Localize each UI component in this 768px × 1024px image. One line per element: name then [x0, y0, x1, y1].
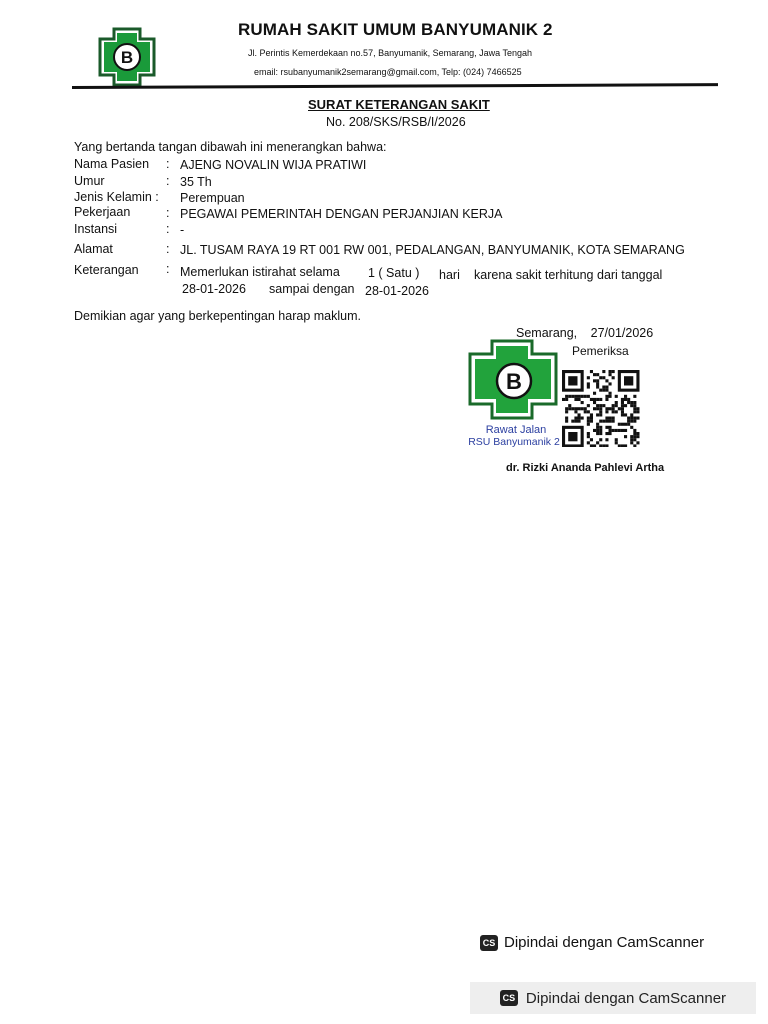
age-label: Umur [74, 174, 105, 188]
hospital-contact: email: rsubanyumanik2semarang@gmail.com, Telp: (024) 7466525 [254, 67, 522, 77]
hospital-name: RUMAH SAKIT UMUM BANYUMANIK 2 [238, 20, 553, 39]
logo-letter: B [120, 48, 134, 67]
note-text-1: Memerlukan istirahat selama [180, 265, 340, 279]
document-number: No. 208/SKS/RSB/I/2026 [326, 115, 466, 129]
address-label: Alamat [74, 242, 113, 256]
institution-colon: : [166, 222, 170, 236]
hospital-address: Jl. Perintis Kemerdekaan no.57, Banyumanik, Semarang, Jawa Tengah [248, 48, 532, 58]
sign-place: Semarang, [516, 326, 578, 340]
qr-code [560, 369, 642, 447]
institution-value: - [180, 223, 185, 237]
note-text-3: karena sakit terhitung dari tanggal [474, 268, 663, 282]
intro-text: Yang bertanda tangan dibawah ini menerangkan bahwa: [74, 140, 387, 154]
address-value: JL. TUSAM RAYA 19 RT 001 RW 001, PEDALANGAN, BANYUMANIK, KOTA SEMARANG [180, 243, 685, 257]
header-divider [72, 83, 718, 89]
name-value: AJENG NOVALIN WIJA PRATIWI [180, 158, 367, 172]
camscanner-icon: CS [480, 935, 498, 951]
note-label: Keterangan [74, 263, 139, 277]
note-colon: : [166, 262, 170, 276]
camscanner-watermark [480, 934, 704, 951]
examiner-title: Pemeriksa [572, 344, 629, 358]
camscanner-banner-text: Dipindai dengan CamScanner [525, 989, 727, 1007]
date-from: 28-01-2026 [182, 282, 246, 296]
camscanner-banner [470, 982, 756, 1014]
institution-label: Instansi [74, 222, 118, 236]
age-colon: : [166, 174, 170, 188]
date-to: 28-01-2026 [365, 284, 429, 298]
camscanner-text: Dipindai dengan CamScanner [504, 934, 705, 951]
sign-date: 27/01/2026 [590, 326, 654, 340]
name-colon: : [166, 157, 170, 171]
stamp-letter: B [506, 369, 522, 394]
note-text-2: hari [439, 268, 460, 282]
age-value: 35 Th [180, 175, 212, 189]
doctor-name: dr. Rizki Ananda Pahlevi Artha [506, 462, 665, 474]
name-label: Nama Pasien [74, 157, 150, 171]
gender-value: Perempuan [180, 191, 245, 205]
job-colon: : [166, 206, 170, 220]
stamp-line1: Rawat Jalan [485, 424, 547, 436]
document-title: SURAT KETERANGAN SAKIT [308, 97, 490, 112]
note-text-4: sampai dengan [269, 282, 355, 296]
camscanner-banner-icon: CS [500, 990, 518, 1006]
hospital-logo [96, 27, 158, 87]
note-days: 1 ( Satu ) [368, 266, 420, 280]
stamp-line2: RSU Banyumanik 2 [468, 436, 560, 448]
job-value: PEGAWAI PEMERINTAH DENGAN PERJANJIAN KERJA [180, 207, 503, 221]
address-colon: : [166, 242, 170, 256]
closing-text: Demikian agar yang berkepentingan harap maklum. [74, 309, 361, 323]
gender-label: Jenis Kelamin : [74, 190, 159, 204]
clinic-stamp [466, 338, 562, 450]
job-label: Pekerjaan [74, 205, 131, 219]
